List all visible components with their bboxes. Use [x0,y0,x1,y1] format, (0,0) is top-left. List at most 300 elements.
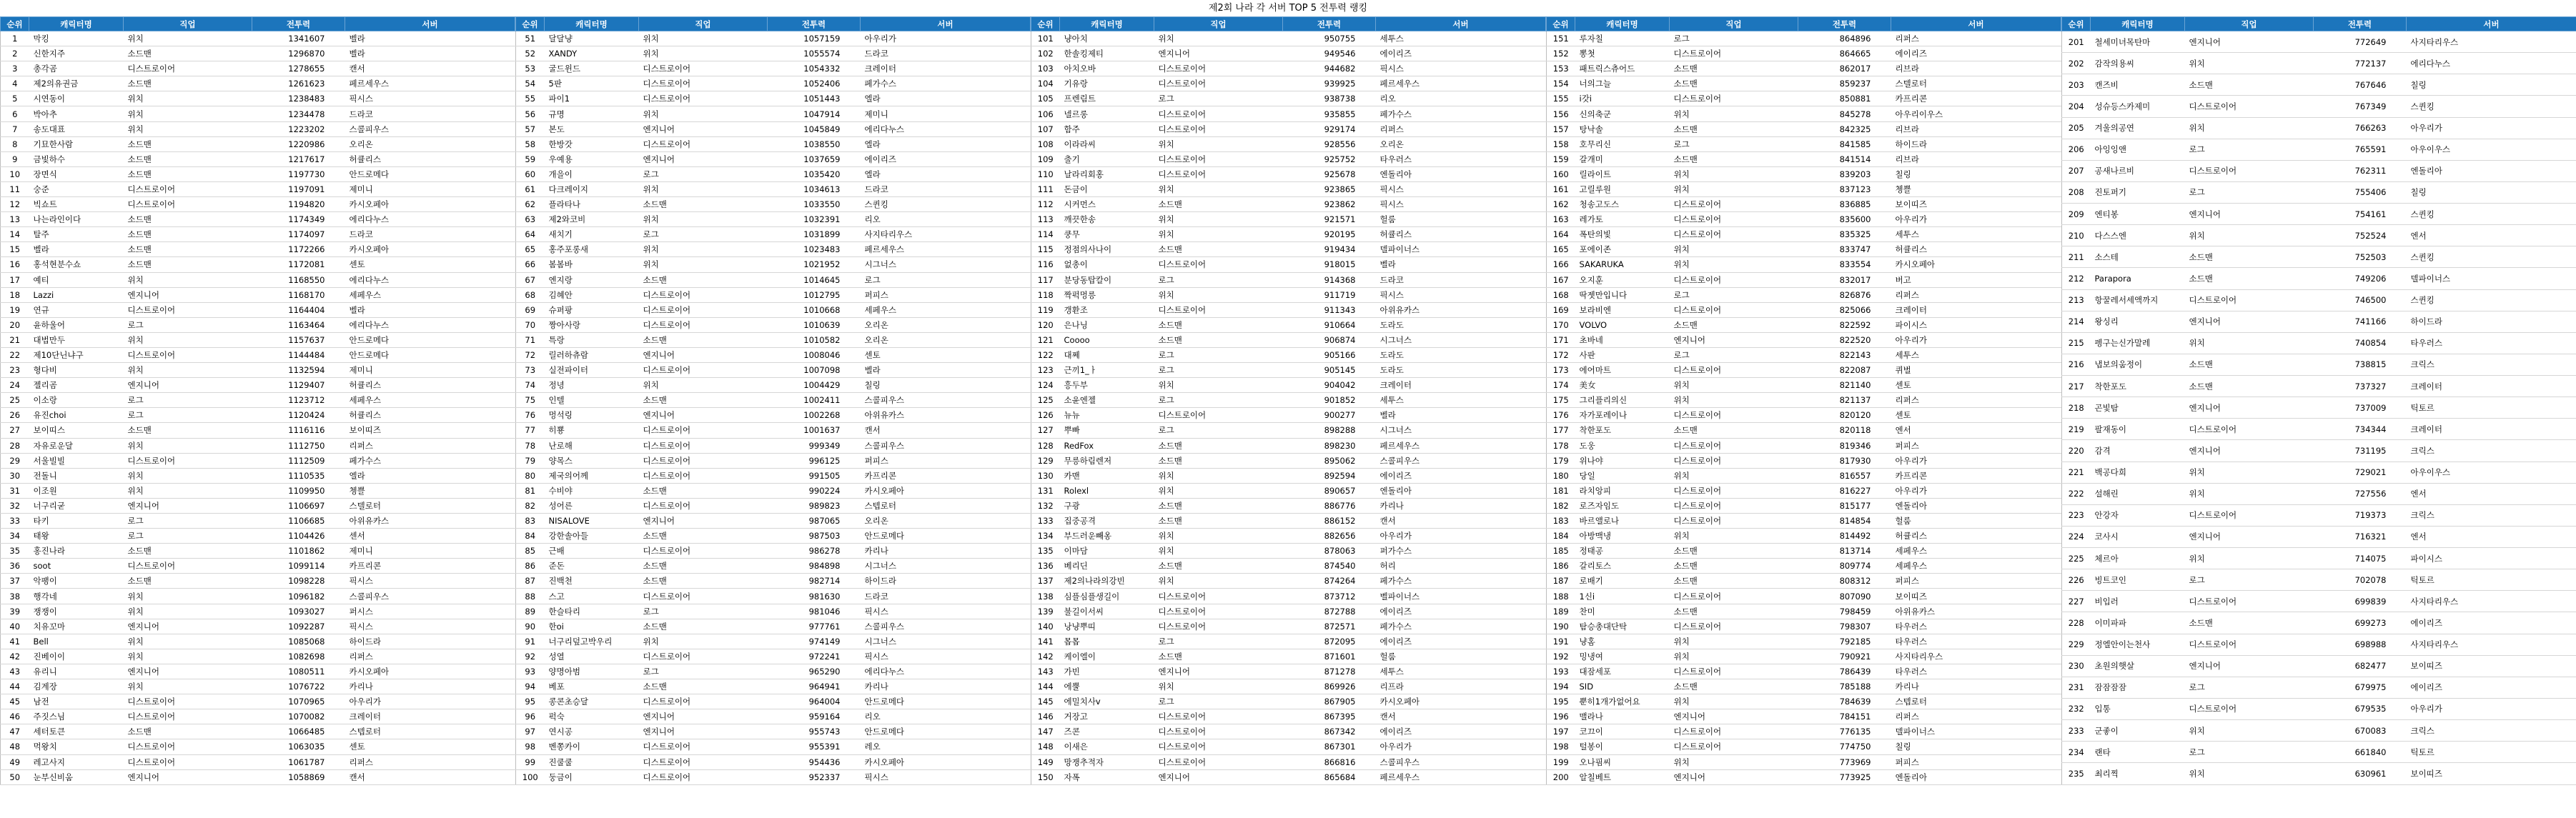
cell-power: 833554 [1798,257,1891,272]
cell-rank: 147 [1031,724,1060,739]
table-row [2062,204,2576,225]
cell-rank: 214 [2062,311,2091,332]
cell-rank: 228 [2062,612,2091,634]
table-row [1,468,515,483]
cell-power: 754161 [2314,204,2407,225]
cell-power: 1004429 [768,378,861,393]
table-row [1547,242,2061,257]
cell-server: 센토 [345,739,515,754]
cell-character: 히뿅 [545,423,639,438]
cell-character: 백공다희 [2091,462,2185,483]
cell-server: 스퀸킹 [2407,204,2576,225]
cell-job: 소드맨 [639,574,768,589]
cell-power: 977761 [768,619,861,634]
cell-character: 근배 [545,544,639,559]
cell-job: 엔지니어 [639,709,768,724]
cell-character: 새치기 [545,227,639,242]
cell-character: 냅보의움정이 [2091,354,2185,375]
table-row [516,514,1031,529]
cell-power: 809774 [1798,559,1891,574]
cell-character: 오나핌씨 [1575,754,1670,769]
cell-power: 866816 [1283,754,1376,769]
cell-job: 위치 [1154,544,1283,559]
cell-rank: 204 [2062,96,2091,117]
table-row [2062,655,2576,677]
table-row [516,106,1031,121]
cell-server: 오리온 [861,317,1031,332]
table-row [1547,76,2061,91]
cell-power: 1123712 [252,393,345,408]
cell-rank: 156 [1547,106,1575,121]
table-row [2062,612,2576,634]
table-header-row [2062,17,2576,31]
cell-job: 위치 [1670,468,1798,483]
table-row [2062,440,2576,462]
cell-power: 699839 [2314,591,2407,612]
cell-job: 위치 [1670,378,1798,393]
cell-job: 디스트로이어 [1670,498,1798,513]
cell-server: 페가수스 [1376,574,1546,589]
cell-character: 신한지주 [29,46,124,61]
cell-job: 디스트로이어 [124,302,252,317]
table-row [516,46,1031,61]
cell-job: 소드맨 [1670,544,1798,559]
cell-character: 쿵무 [1060,227,1154,242]
cell-server: 허큘리스 [345,151,515,166]
table-row [516,559,1031,574]
cell-rank: 160 [1547,166,1575,181]
cell-job: 소드맨 [2185,74,2314,96]
cell-power: 815177 [1798,498,1891,513]
cell-character: 라치앙피 [1575,483,1670,498]
cell-power: 1164404 [252,302,345,317]
cell-power: 1144484 [252,347,345,362]
cell-rank: 133 [1031,514,1060,529]
cell-rank: 205 [2062,117,2091,139]
cell-job: 디스트로이어 [1670,739,1798,754]
table-row [1,197,515,212]
cell-power: 874264 [1283,574,1376,589]
table-row [2062,677,2576,698]
cell-character: 짝퍽멍릉 [1060,287,1154,302]
cell-character: 펭구는신가말레 [2091,332,2185,354]
cell-power: 842325 [1798,121,1891,136]
table-row [1547,347,2061,362]
cell-power: 1234478 [252,106,345,121]
table-row [516,272,1031,287]
cell-power: 670083 [2314,720,2407,742]
cell-rank: 171 [1547,332,1575,347]
cell-power: 772649 [2314,31,2407,53]
cell-server: 퍼피스 [1891,754,2061,769]
cell-job: 위치 [124,604,252,619]
cell-rank: 9 [1,151,29,166]
cell-character: 돈금이 [1060,181,1154,196]
cell-server: 오리온 [1376,136,1546,151]
cell-job: 로그 [124,408,252,423]
cell-power: 822592 [1798,317,1891,332]
cell-character: 철세미녀목탄마 [2091,31,2185,53]
column-header-rank: 순위 [1547,17,1575,31]
cell-rank: 142 [1031,649,1060,664]
cell-server: 안드로메다 [345,332,515,347]
cell-power: 972241 [768,649,861,664]
cell-power: 944682 [1283,61,1376,76]
cell-job: 위치 [124,589,252,604]
cell-power: 987065 [768,514,861,529]
cell-character: 즈콘 [1060,724,1154,739]
cell-character: 호무리신 [1575,136,1670,151]
cell-power: 773925 [1798,769,1891,784]
cell-rank: 161 [1547,181,1575,196]
table-row [2062,160,2576,181]
cell-character: 착한포도 [1575,423,1670,438]
column-header-job: 직업 [2185,17,2314,31]
table-row [1547,393,2061,408]
cell-power: 1085068 [252,634,345,649]
cell-server: 아위유카스 [1376,302,1546,317]
cell-server: 엘라 [861,91,1031,106]
cell-server: 버고 [1891,272,2061,287]
cell-power: 1010582 [768,332,861,347]
cell-rank: 48 [1,739,29,754]
cell-rank: 194 [1547,679,1575,694]
cell-character: 베포 [545,679,639,694]
cell-character: 김계장 [29,679,124,694]
cell-server: 퍼시스 [345,604,515,619]
cell-rank: 210 [2062,225,2091,246]
table-row [1,242,515,257]
cell-power: 890657 [1283,483,1376,498]
cell-character: 벨라 [29,242,124,257]
cell-server: 벨라 [345,46,515,61]
cell-server: 아우리가 [1891,332,2061,347]
cell-character: RedFox [1060,438,1154,453]
table-row [2062,289,2576,311]
table-row [1547,739,2061,754]
cell-rank: 86 [516,559,545,574]
cell-power: 872095 [1283,634,1376,649]
cell-job: 위치 [1670,257,1798,272]
table-row [516,332,1031,347]
cell-character: 코끄이 [1575,724,1670,739]
cell-job: 로그 [2185,742,2314,763]
cell-power: 867301 [1283,739,1376,754]
cell-job: 디스트로이어 [1670,363,1798,378]
cell-server: 페르세우스 [1376,438,1546,453]
cell-job: 소드맨 [1154,242,1283,257]
cell-rank: 18 [1,287,29,302]
cell-rank: 47 [1,724,29,739]
cell-character: 냥아치 [1060,31,1154,46]
cell-job: 위치 [1154,574,1283,589]
table-row [2062,526,2576,547]
cell-power: 1031899 [768,227,861,242]
cell-character: 이새은 [1060,739,1154,754]
cell-job: 디스트로이어 [124,61,252,76]
cell-character: 이미파파 [2091,612,2185,634]
cell-server: 드라코 [1376,272,1546,287]
cell-server: 안드로메다 [861,529,1031,544]
column-header-job: 직업 [1154,17,1283,31]
cell-server: 아우이우스 [2407,462,2576,483]
cell-power: 1194820 [252,197,345,212]
cell-power: 1010639 [768,317,861,332]
cell-job: 로그 [2185,569,2314,591]
cell-job: 로그 [1670,287,1798,302]
cell-character: 바르앨로나 [1575,514,1670,529]
cell-job: 위치 [1670,181,1798,196]
cell-character: 딱젯만입니다 [1575,287,1670,302]
table-row [516,136,1031,151]
cell-job: 위치 [639,634,768,649]
cell-server: 도라도 [1376,347,1546,362]
cell-power: 882656 [1283,529,1376,544]
cell-character: 패트릭스츄어드 [1575,61,1670,76]
cell-character: 소스테 [2091,246,2185,268]
cell-character: 성슈등스카제미 [2091,96,2185,117]
cell-power: 1112509 [252,453,345,468]
cell-power: 746500 [2314,289,2407,311]
table-row [1547,423,2061,438]
cell-server: 하이드라 [345,634,515,649]
cell-job: 소드맨 [639,679,768,694]
cell-power: 955743 [768,724,861,739]
cell-server: 칠링 [2407,74,2576,96]
cell-server: 에리다누스 [345,317,515,332]
cell-power: 821140 [1798,378,1891,393]
table-row [2062,225,2576,246]
cell-rank: 17 [1,272,29,287]
cell-server: 센서 [345,529,515,544]
cell-rank: 27 [1,423,29,438]
table-row [1031,468,1546,483]
table-row [1031,363,1546,378]
cell-power: 939925 [1283,76,1376,91]
cell-job: 디스트로이어 [639,754,768,769]
table-row [2062,246,2576,268]
cell-character: 송도대표 [29,121,124,136]
cell-power: 1172266 [252,242,345,257]
cell-character: 당일 [1575,468,1670,483]
table-row [1031,242,1546,257]
table-row [516,423,1031,438]
cell-job: 위치 [2185,53,2314,74]
cell-rank: 151 [1547,31,1575,46]
cell-server: 세투스 [1376,31,1546,46]
cell-character: 에밀치사v [1060,694,1154,709]
cell-server: 시그너스 [861,559,1031,574]
table-row [1031,61,1546,76]
cell-power: 798459 [1798,604,1891,619]
table-row [1547,31,2061,46]
cell-power: 661840 [2314,742,2407,763]
cell-rank: 193 [1547,664,1575,679]
cell-server: 엔서 [2407,225,2576,246]
ranking-table [515,16,1031,785]
cell-server: 세투스 [1891,227,2061,242]
cell-job: 소드맨 [2185,612,2314,634]
cell-rank: 73 [516,363,545,378]
cell-character: 로배기 [1575,574,1670,589]
cell-job: 위치 [639,212,768,227]
cell-character: 도웅 [1575,438,1670,453]
table-row [516,468,1031,483]
cell-job: 소드맨 [1670,317,1798,332]
cell-server: 에이리즈 [1891,46,2061,61]
cell-power: 1066485 [252,724,345,739]
cell-job: 디스트로이어 [639,739,768,754]
cell-job: 로그 [1670,31,1798,46]
cell-rank: 5 [1,91,29,106]
table-row [1031,604,1546,619]
cell-job: 디스트로이어 [1154,106,1283,121]
cell-rank: 51 [516,31,545,46]
cell-power: 1012795 [768,287,861,302]
cell-server: 벨라 [345,302,515,317]
cell-job: 위치 [1670,242,1798,257]
cell-job: 디스트로이어 [1154,151,1283,166]
cell-character: 주짓스님 [29,709,124,724]
cell-server: 엘라 [861,166,1031,181]
cell-server: 카프리콘 [345,559,515,574]
table-row [1547,212,2061,227]
cell-power: 767349 [2314,96,2407,117]
cell-rank: 165 [1547,242,1575,257]
cell-job: 디스트로이어 [1670,589,1798,604]
cell-server: 에이리즈 [1376,604,1546,619]
cell-server: 오리온 [861,514,1031,529]
table-row [1031,438,1546,453]
cell-character: 본도 [545,121,639,136]
cell-job: 디스트로이어 [639,423,768,438]
cell-rank: 53 [516,61,545,76]
cell-rank: 167 [1547,272,1575,287]
cell-character: 기유랑 [1060,76,1154,91]
table-row [1547,272,2061,287]
cell-job: 소드맨 [124,136,252,151]
cell-job: 엔지니어 [1670,769,1798,784]
table-row [1031,739,1546,754]
table-row [2062,31,2576,53]
cell-power: 1104426 [252,529,345,544]
column-header-power: 전투력 [1798,17,1891,31]
cell-job: 엔지니어 [124,619,252,634]
cell-character: 착한포도 [2091,376,2185,397]
cell-server: 아우리가 [1891,453,2061,468]
cell-rank: 213 [2062,289,2091,311]
cell-power: 1014645 [768,272,861,287]
cell-server: 리오 [1376,91,1546,106]
cell-power: 906874 [1283,332,1376,347]
cell-rank: 124 [1031,378,1060,393]
cell-character: 엔지랑 [545,272,639,287]
cell-rank: 152 [1547,46,1575,61]
cell-character: 양명아범 [545,664,639,679]
cell-character: 정엘안이는천사 [2091,634,2185,655]
cell-character: 갈리토스 [1575,559,1670,574]
table-row [1,498,515,513]
cell-job: 디스트로이어 [2185,504,2314,526]
table-row [2062,181,2576,203]
cell-job: 소드맨 [124,242,252,257]
cell-job: 디스트로이어 [1154,724,1283,739]
cell-power: 699273 [2314,612,2407,634]
cell-power: 859237 [1798,76,1891,91]
table-row [2062,311,2576,332]
cell-server: 퀴벌 [1891,363,2061,378]
cell-job: 위치 [1154,31,1283,46]
cell-power: 989823 [768,498,861,513]
cell-job: 위치 [2185,117,2314,139]
cell-server: 칠링 [1891,166,2061,181]
cell-rank: 4 [1,76,29,91]
cell-character: Parapora [2091,268,2185,289]
cell-power: 1112750 [252,438,345,453]
cell-server: 퍼피스 [861,453,1031,468]
cell-server: 카시오페아 [1891,257,2061,272]
cell-character: 눈부신비움 [29,769,124,784]
cell-server: 보이띠즈 [2407,763,2576,784]
cell-character: i갓i [1575,91,1670,106]
table-row [516,166,1031,181]
table-row [1,317,515,332]
cell-server: 오리온 [861,332,1031,347]
cell-server: 카리나 [1376,498,1546,513]
cell-power: 819346 [1798,438,1891,453]
cell-rank: 13 [1,212,29,227]
table-row [516,604,1031,619]
cell-rank: 50 [1,769,29,784]
cell-power: 1261623 [252,76,345,91]
cell-power: 1278655 [252,61,345,76]
cell-job: 소드맨 [124,257,252,272]
cell-character: 탐승총대단탁 [1575,619,1670,634]
cell-character: 출기 [1060,151,1154,166]
cell-power: 964941 [768,679,861,694]
cell-character: 슈퍼팡 [545,302,639,317]
table-row [1031,166,1546,181]
cell-job: 디스트로이어 [1154,166,1283,181]
table-row [2062,354,2576,375]
table-row [1,709,515,724]
cell-server: 크레이터 [345,709,515,724]
table-row [1031,589,1546,604]
cell-character: 美女 [1575,378,1670,393]
table-row [516,61,1031,76]
table-row [516,347,1031,362]
cell-server: 엘라 [861,136,1031,151]
cell-job: 디스트로이어 [124,694,252,709]
table-row [1031,378,1546,393]
cell-rank: 21 [1,332,29,347]
column-header-rank: 순위 [1,17,29,31]
cell-server: 벨라 [345,31,515,46]
cell-character: 진베이이 [29,649,124,664]
cell-power: 752524 [2314,225,2407,246]
table-row [1,664,515,679]
cell-rank: 110 [1031,166,1060,181]
cell-job: 엔지니어 [2185,526,2314,547]
cell-server: 카리나 [861,679,1031,694]
cell-power: 738815 [2314,354,2407,375]
cell-character: 냥홈 [1575,634,1670,649]
cell-power: 965290 [768,664,861,679]
cell-power: 1341607 [252,31,345,46]
table-row [1,378,515,393]
cell-power: 822087 [1798,363,1891,378]
cell-character: 성어른 [545,498,639,513]
